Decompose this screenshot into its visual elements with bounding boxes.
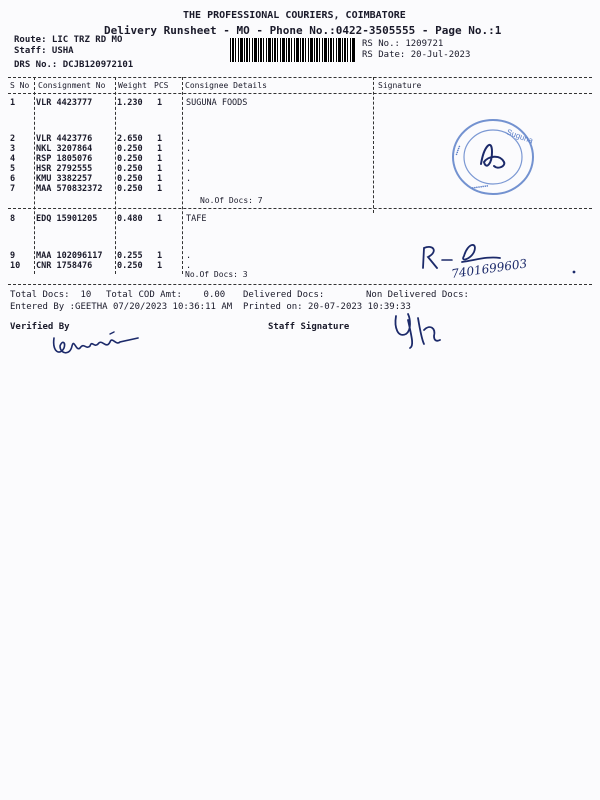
verifier-signature xyxy=(50,328,142,362)
row-consignee: . xyxy=(186,134,192,144)
col-header-consignee: Consignee Details xyxy=(185,81,267,90)
row-sno: 7 xyxy=(10,184,16,194)
row-sno: 3 xyxy=(10,144,16,154)
group-docs-count: No.Of Docs: 3 xyxy=(185,270,248,279)
row-consignee: . xyxy=(186,164,192,174)
row-consignee: . xyxy=(186,261,192,271)
drs-number: DRS No.: DCJB120972101 xyxy=(14,60,134,70)
row-sno: 5 xyxy=(10,164,16,174)
row-consignment: KMU 3382257 xyxy=(36,174,93,184)
row-sno: 10 xyxy=(10,261,21,271)
verified-by-label: Verified By xyxy=(10,322,70,332)
row-pcs: 1 xyxy=(157,261,163,271)
total-cod-amount: Total COD Amt: 0.00 xyxy=(106,290,226,300)
row-weight: 0.250 xyxy=(117,261,143,271)
row-weight: 0.250 xyxy=(117,144,143,154)
svg-text:Suguna: Suguna xyxy=(505,127,535,146)
row-sno: 1 xyxy=(10,98,16,108)
company-name: THE PROFESSIONAL COURIERS, COIMBATORE xyxy=(183,10,406,21)
staff-signature-label: Staff Signature xyxy=(268,322,350,332)
row-consignment: MAA 570832372 xyxy=(36,184,103,194)
row-consignee: . xyxy=(186,251,192,261)
row-consignee: . xyxy=(186,144,192,154)
row-pcs: 1 xyxy=(157,154,163,164)
column-separator xyxy=(182,77,183,274)
row-pcs: 1 xyxy=(157,144,163,154)
handwritten-receiver-signature xyxy=(418,238,588,284)
divider xyxy=(8,93,592,94)
row-weight: 0.250 xyxy=(117,154,143,164)
rs-date: RS Date: 20-Jul-2023 xyxy=(362,50,471,60)
row-consignee: TAFE xyxy=(186,214,207,224)
row-consignment: HSR 2792555 xyxy=(36,164,93,174)
row-consignee: . xyxy=(186,184,192,194)
svg-text:••••••••: •••••••• xyxy=(471,183,489,192)
row-sno: 2 xyxy=(10,134,16,144)
col-header-sno: S No xyxy=(10,81,30,90)
svg-text:7401699603: 7401699603 xyxy=(450,256,529,281)
row-weight: 0.480 xyxy=(117,214,143,224)
column-separator xyxy=(373,77,374,213)
barcode xyxy=(230,38,355,62)
company-stamp-seal xyxy=(448,116,538,198)
row-pcs: 1 xyxy=(157,174,163,184)
row-weight: 0.255 xyxy=(117,251,143,261)
row-consignee: . xyxy=(186,174,192,184)
row-consignment: RSP 1805076 xyxy=(36,154,93,164)
total-docs: Total Docs: 10 xyxy=(10,290,92,300)
row-consignee: . xyxy=(186,154,192,164)
row-pcs: 1 xyxy=(157,214,163,224)
row-pcs: 1 xyxy=(157,251,163,261)
row-sno: 4 xyxy=(10,154,16,164)
group-docs-count: No.Of Docs: 7 xyxy=(200,196,263,205)
row-consignment: VLR 4423776 xyxy=(36,134,93,144)
row-pcs: 1 xyxy=(157,164,163,174)
row-sno: 8 xyxy=(10,214,16,224)
row-consignment: MAA 102096117 xyxy=(36,251,103,261)
col-header-signature: Signature xyxy=(378,81,422,90)
col-header-consignment: Consignment No xyxy=(38,81,106,90)
row-pcs: 1 xyxy=(157,184,163,194)
divider xyxy=(8,208,592,209)
row-consignee: SUGUNA FOODS xyxy=(186,98,248,108)
row-sno: 9 xyxy=(10,251,16,261)
row-weight: 1.230 xyxy=(117,98,143,108)
svg-text:•••••: ••••• xyxy=(454,144,464,157)
rs-number: RS No.: 1209721 xyxy=(362,39,444,49)
divider xyxy=(8,77,592,78)
row-consignment: NKL 3207864 xyxy=(36,144,93,154)
row-consignment: EDQ 15901205 xyxy=(36,214,98,224)
printed-on: Printed on: 20-07-2023 10:39:33 xyxy=(243,302,411,312)
runsheet-subtitle: Delivery Runsheet - MO - Phone No.:0422-3505555 - Page No.:1 xyxy=(104,24,502,37)
row-weight: 2.650 xyxy=(117,134,143,144)
column-separator xyxy=(34,77,35,274)
row-pcs: 1 xyxy=(157,98,163,108)
staff-signature xyxy=(390,310,450,350)
staff-label: Staff: USHA xyxy=(14,46,74,56)
col-header-pcs: PCS xyxy=(154,81,169,90)
col-header-weight: Weight xyxy=(118,81,147,90)
row-sno: 6 xyxy=(10,174,16,184)
row-consignment: VLR 4423777 xyxy=(36,98,93,108)
row-weight: 0.250 xyxy=(117,184,143,194)
row-consignment: CNR 1758476 xyxy=(36,261,93,271)
row-pcs: 1 xyxy=(157,134,163,144)
delivered-docs: Delivered Docs: xyxy=(243,290,325,300)
route-label: Route: LIC TRZ RD MO xyxy=(14,35,123,45)
column-separator xyxy=(115,77,116,274)
non-delivered-docs: Non Delivered Docs: xyxy=(366,290,469,300)
row-weight: 0.250 xyxy=(117,174,143,184)
divider xyxy=(8,284,592,285)
entered-by: Entered By :GEETHA 07/20/2023 10:36:11 AM xyxy=(10,302,233,312)
row-weight: 0.250 xyxy=(117,164,143,174)
